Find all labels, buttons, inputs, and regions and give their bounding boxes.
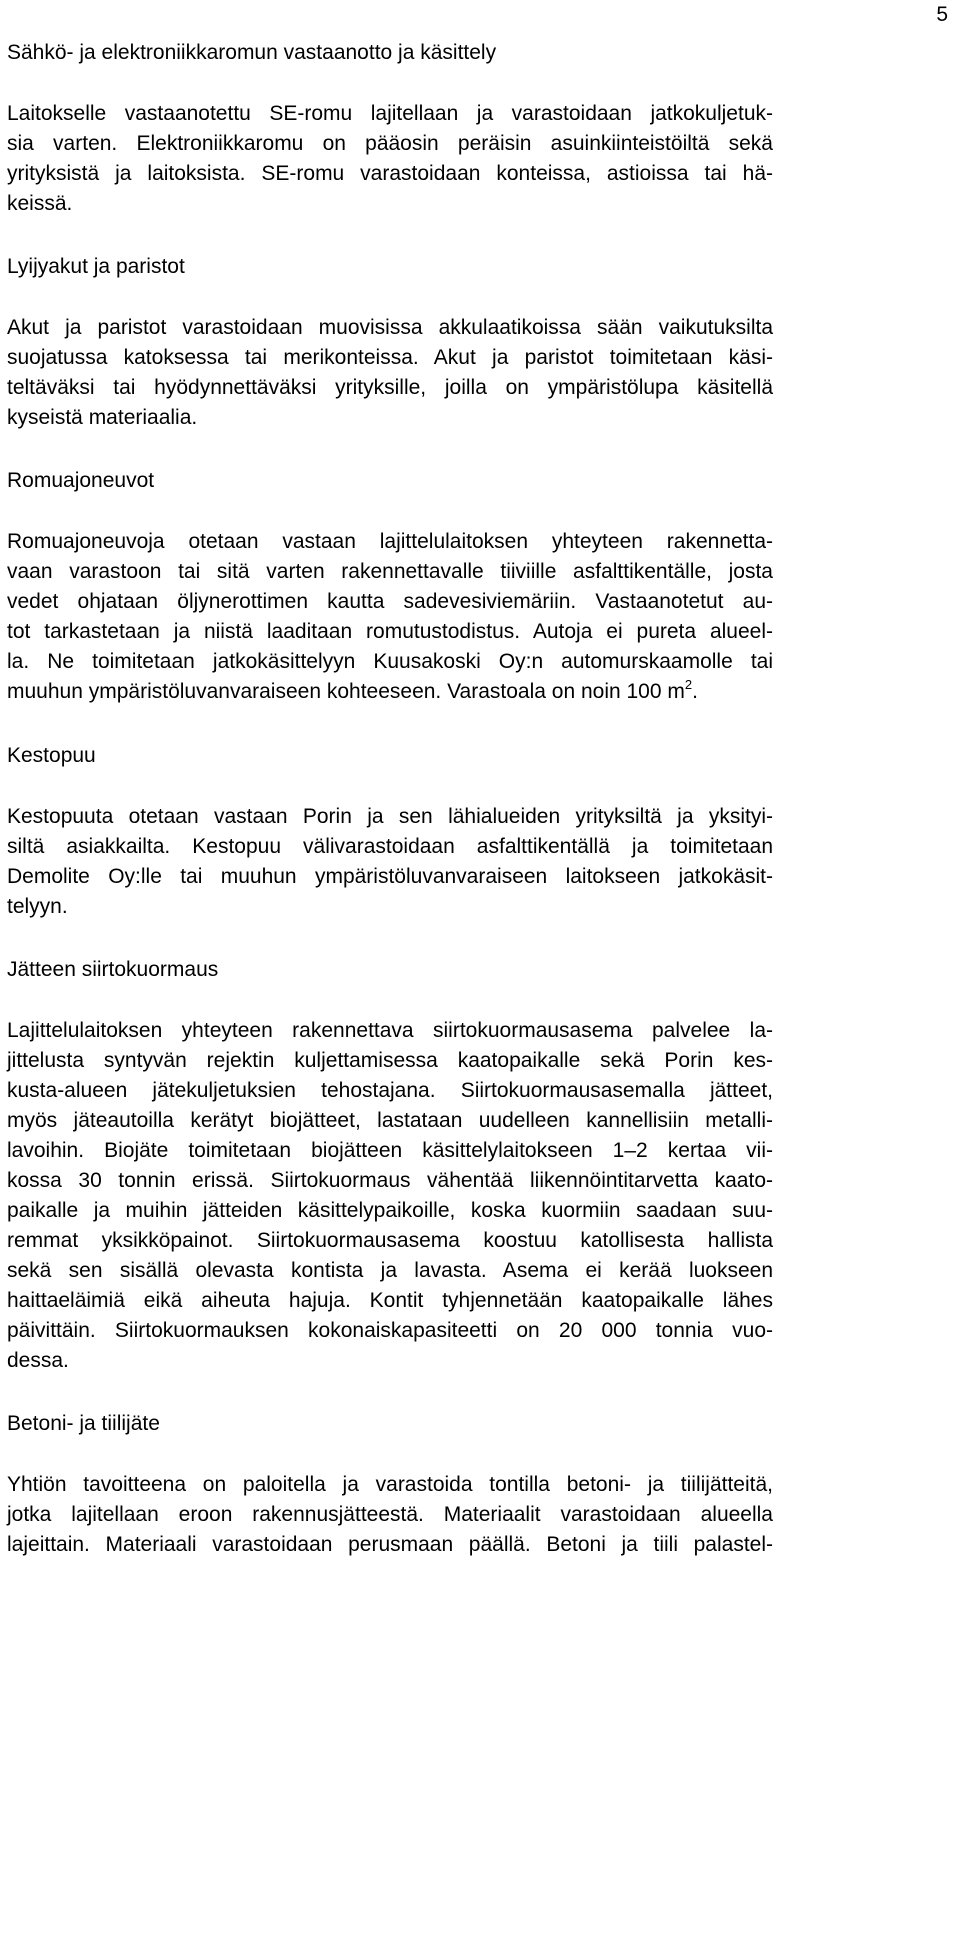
paragraph-line: vaan varastoon tai sitä varten rakennettavalle tiiviille asfalttikentälle, josta: [7, 560, 773, 583]
section-heading: Sähkö- ja elektroniikkaromun vastaanotto ja käsittely: [7, 41, 497, 64]
paragraph-line: Demolite Oy:lle tai muuhun ympäristöluvanvaraiseen laitokseen jatkokäsit-: [7, 865, 773, 888]
paragraph-line-end: .: [692, 680, 698, 703]
paragraph-line: jotka lajitellaan eroon rakennusjätteestä. Materiaalit varastoidaan alueella: [7, 1503, 773, 1526]
paragraph-line: suojatussa katoksessa tai merikonteissa. Akut ja paristot toimitetaan käsi-: [7, 346, 773, 369]
paragraph-line-text: muuhun ympäristöluvanvaraiseen kohteeseen. Varastoala on noin 100 m: [7, 680, 685, 703]
paragraph-line: kusta-alueen jätekuljetuksien tehostajana. Siirtokuormausasemalla jätteet,: [7, 1079, 773, 1102]
page-number: 5: [936, 3, 948, 26]
paragraph-line: dessa.: [7, 1349, 69, 1372]
paragraph-line: kossa 30 tonnin erissä. Siirtokuormaus vähentää liikennöintitarvetta kaato-: [7, 1169, 773, 1192]
paragraph-line: haittaeläimiä eikä aiheuta hajuja. Kontit tyhjennetään kaatopaikalle lähes: [7, 1289, 773, 1312]
paragraph-line: siltä asiakkailta. Kestopuu välivarastoidaan asfalttikentällä ja toimitetaan: [7, 835, 773, 858]
section-heading: Kestopuu: [7, 744, 96, 767]
paragraph-line: sekä sen sisällä olevasta kontista ja lavasta. Asema ei kerää luokseen: [7, 1259, 773, 1282]
section-heading: Lyijyakut ja paristot: [7, 255, 185, 278]
paragraph-line: la. Ne toimitetaan jatkokäsittelyyn Kuusakoski Oy:n automurskaamolle tai: [7, 650, 773, 673]
paragraph-line: tot tarkastetaan ja niistä laaditaan romutustodistus. Autoja ei pureta alueel-: [7, 620, 773, 643]
paragraph-line: telyyn.: [7, 895, 68, 918]
paragraph-line: Akut ja paristot varastoidaan muovisissa akkulaatikoissa sään vaikutuksilta: [7, 316, 773, 339]
paragraph-line: teltäväksi tai hyödynnettäväksi yrityksille, joilla on ympäristölupa käsitellä: [7, 376, 773, 399]
paragraph-line: Laitokselle vastaanotettu SE-romu lajitellaan ja varastoidaan jatkokuljetuk-: [7, 102, 773, 125]
paragraph-line: jittelusta syntyvän rejektin kuljettamisessa kaatopaikalle sekä Porin kes-: [7, 1049, 773, 1072]
paragraph-line: Yhtiön tavoitteena on paloitella ja varastoida tontilla betoni- ja tiilijätteitä,: [7, 1473, 773, 1496]
paragraph-line: vedet ohjataan öljynerottimen kautta sadevesiviemäriin. Vastaanotetut au-: [7, 590, 773, 613]
paragraph-line: päivittäin. Siirtokuormauksen kokonaiskapasiteetti on 20 000 tonnia vuo-: [7, 1319, 773, 1342]
paragraph-line: Kestopuuta otetaan vastaan Porin ja sen lähialueiden yrityksiltä ja yksityi-: [7, 805, 773, 828]
paragraph-line: sia varten. Elektroniikkaromu on pääosin peräisin asuinkiinteistöiltä sekä: [7, 132, 773, 155]
paragraph-line: lajeittain. Materiaali varastoidaan perusmaan päällä. Betoni ja tiili palastel-: [7, 1533, 773, 1556]
paragraph-line: paikalle ja muihin jätteiden käsittelypaikoille, koska kuormiin saadaan suu-: [7, 1199, 773, 1222]
paragraph-line: yrityksistä ja laitoksista. SE-romu varastoidaan konteissa, astioissa tai hä-: [7, 162, 773, 185]
superscript: 2: [684, 677, 693, 692]
paragraph-line: Romuajoneuvoja otetaan vastaan lajittelulaitoksen yhteyteen rakennetta-: [7, 530, 773, 553]
paragraph-line: myös jäteautoilla kerätyt biojätteet, lastataan uudelleen kannellisiin metalli-: [7, 1109, 773, 1132]
section-heading: Romuajoneuvot: [7, 469, 155, 492]
paragraph-line-last: [7, 677, 773, 707]
paragraph-line: Lajittelulaitoksen yhteyteen rakennettava siirtokuormausasema palvelee la-: [7, 1019, 773, 1042]
paragraph-line: keissä.: [7, 192, 73, 215]
section-heading: Betoni- ja tiilijäte: [7, 1412, 160, 1435]
paragraph-line: remmat yksikköpainot. Siirtokuormausasema koostuu katollisesta hallista: [7, 1229, 773, 1252]
section-heading: Jätteen siirtokuormaus: [7, 958, 219, 981]
paragraph-line: kyseistä materiaalia.: [7, 406, 198, 429]
paragraph-line: lavoihin. Biojäte toimitetaan biojätteen käsittelylaitokseen 1–2 kertaa vii-: [7, 1139, 773, 1162]
